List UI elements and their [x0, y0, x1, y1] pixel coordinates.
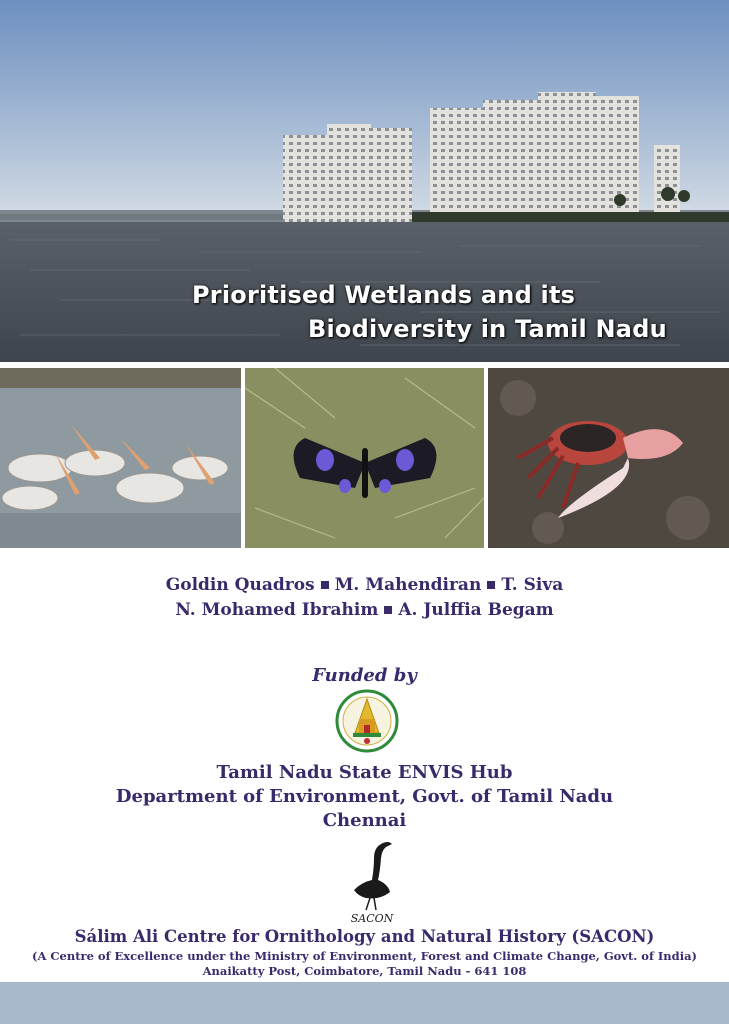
- author-name: M. Mahendiran: [334, 575, 482, 595]
- square-bullet-icon: [487, 581, 495, 589]
- author-name: N. Mohamed Ibrahim: [175, 600, 379, 620]
- tamil-nadu-emblem-icon: [335, 689, 399, 753]
- crab-photo: [488, 368, 729, 548]
- cover-title-line-1: Prioritised Wetlands and its: [192, 281, 576, 309]
- author-name: Goldin Quadros: [165, 575, 315, 595]
- footer-band: [0, 982, 729, 1024]
- funding-org-line-3: Chennai: [322, 810, 407, 831]
- author-name: T. Siva: [501, 575, 564, 595]
- publisher-address: Anaikatty Post, Coimbatore, Tamil Nadu - 641 108: [202, 964, 527, 978]
- authors-line-2: [0, 600, 729, 620]
- sacon-logo-text: SACON: [350, 912, 394, 924]
- publisher-name: Sálim Ali Centre for Ornithology and Natural History (SACON): [74, 927, 655, 946]
- square-bullet-icon: [384, 606, 392, 614]
- author-name: A. Julffia Begam: [398, 600, 554, 620]
- pelicans-photo: [0, 368, 241, 548]
- funded-by-label: Funded by: [312, 665, 417, 686]
- square-bullet-icon: [321, 581, 329, 589]
- funding-org-line-1: Tamil Nadu State ENVIS Hub: [216, 762, 513, 783]
- cover-title-line-2: Biodiversity in Tamil Nadu: [308, 315, 667, 343]
- butterfly-photo: [245, 368, 484, 548]
- publisher-subline-1: (A Centre of Excellence under the Ministry of Environment, Forest and Climate Change, Govt. of India): [32, 949, 697, 963]
- authors-line-1: [0, 575, 729, 595]
- sacon-bird-logo-icon: [348, 838, 396, 924]
- funding-org-line-2: Department of Environment, Govt. of Tamil Nadu: [115, 786, 614, 807]
